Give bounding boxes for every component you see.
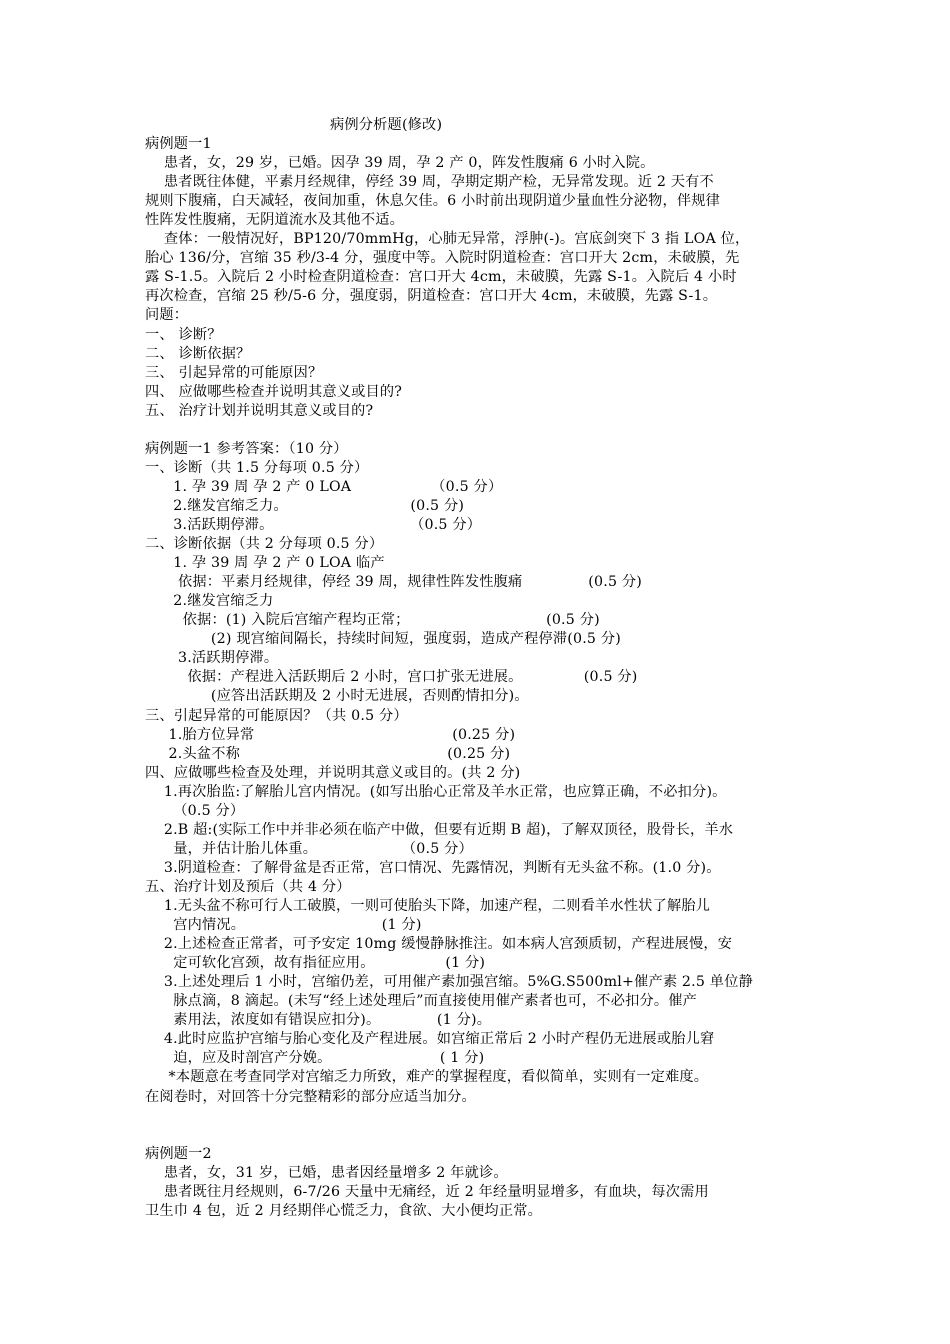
text-line: 再次检查，宫缩 25 秒/5-6 分，强度弱，阴道检查：宫口开大 4cm，未破膜，先露 S-1。 <box>145 288 718 305</box>
text-line: 患者既往月经规则，6-7/26 天量中无痛经，近 2 年经量明显增多，有血块，每次需用 <box>145 1183 709 1200</box>
text-line: 1. 孕 39 周 孕 2 产 0 LOA （0.5 分） <box>145 478 503 495</box>
text-line: 依据：(1) 入院后宫缩产程均正常； (0.5 分) <box>145 612 600 629</box>
text-line: 4.此时应监护宫缩与胎心变化及产程进展。如宫缩正常后 2 小时产程仍无进展或胎儿窘 <box>145 1031 715 1048</box>
text-line: 病例题一1 参考答案：（10 分） <box>145 440 348 457</box>
text-line: 规则下腹痛，白天减轻，夜间加重，休息欠佳。6 小时前出现阴道少量血性分泌物，伴规律 <box>145 193 721 210</box>
document-title: 病例分析题(修改) <box>330 117 443 133</box>
text-line: 露 S-1.5。入院后 2 小时检查阴道检查：宫口开大 4cm，未破膜，先露 S-1。入院后 4 小时 <box>145 269 737 286</box>
text-line: 卫生巾 4 包，近 2 月经期伴心慌乏力，食欲、大小便均正常。 <box>145 1202 542 1219</box>
text-line: 二、诊断依据（共 2 分每项 0.5 分） <box>145 536 384 553</box>
text-line: 2.继发宫缩乏力。 (0.5 分) <box>145 497 465 514</box>
text-line: 3.上述处理后 1 小时，宫缩仍差，可用催产素加强宫缩。5%G.S500ml+催产素 2.5 单位静 <box>145 974 753 991</box>
text-line: 3.活跃期停滞。 <box>145 650 279 667</box>
text-line: 患者，女，29 岁，已婚。因孕 39 周，孕 2 产 0，阵发性腹痛 6 小时入院。 <box>145 155 655 172</box>
text-line: 一、 诊断？ <box>145 326 222 343</box>
text-line: 在阅卷时，对回答十分完整精彩的部分应适当加分。 <box>145 1088 476 1105</box>
text-line: 五、治疗计划及预后（共 4 分） <box>145 878 351 895</box>
text-line: 四、应做哪些检查及处理，并说明其意义或目的。(共 2 分) <box>145 764 521 781</box>
text-line: 迫，应及时剖宫产分娩。 ( 1 分) <box>145 1050 485 1067</box>
text-line: 患者既往体健，平素月经规律，停经 39 周，孕期定期产检，无异常发现。近 2 天有不 <box>145 174 714 191</box>
text-line: 1.再次胎监:了解胎儿宫内情况。(如写出胎心正常及羊水正常，也应算正确，不必扣分)。 <box>145 783 727 800</box>
text-line: 性阵发性腹痛，无阴道流水及其他不适。 <box>145 212 404 229</box>
text-line: 2.上述检查正常者，可予安定 10mg 缓慢静脉推注。如本病人宫颈质韧，产程进展慢，安 <box>145 936 733 953</box>
text-line: 2.B 超:(实际工作中并非必须在临产中做，但要有近期 B 超)，了解双顶径，股骨长，羊水 <box>145 821 734 838</box>
text-line: 量，并估计胎儿体重。 （0.5 分） <box>145 840 473 857</box>
text-line: 二、 诊断依据？ <box>145 345 251 362</box>
text-line: 四、 应做哪些检查并说明其意义或目的? <box>145 383 403 400</box>
text-line: 患者，女，31 岁，已婚，患者因经量增多 2 年就诊。 <box>145 1164 508 1181</box>
text-line: 2.继发宫缩乏力 <box>145 593 274 610</box>
text-line: 依据：平素月经规律，停经 39 周，规律性阵发性腹痛 (0.5 分) <box>145 574 643 591</box>
text-line: 1.无头盆不称可行人工破膜，一则可使胎头下降，加速产程，二则看羊水性状了解胎儿 <box>145 898 711 914</box>
text-line: 一、诊断（共 1.5 分每项 0.5 分） <box>145 459 369 476</box>
text-line: 五、 治疗计划并说明其意义或目的? <box>145 402 374 419</box>
text-line: 胎心 136/分，宫缩 35 秒/3-4 分，强度中等。入院时阴道检查：宫口开大 2cm，未破膜，先 <box>145 250 740 267</box>
text-line: 病例题一1 <box>145 136 212 152</box>
text-line: (2) 现宫缩间隔长，持续时间短，强度弱，造成产程停滞(0.5 分) <box>145 631 621 648</box>
text-line: 1.胎方位异常 (0.25 分) <box>145 726 516 743</box>
text-line: 三、引起异常的可能原因？（共 0.5 分） <box>145 707 408 724</box>
text-line: (应答出活跃期及 2 小时无进展，否则酌情扣分)。 <box>145 688 529 705</box>
text-line: 素用法，浓度如有错误应扣分)。 (1 分)。 <box>145 1012 492 1029</box>
text-line: （0.5 分） <box>145 802 245 819</box>
text-line: 依据：产程进入活跃期后 2 小时，宫口扩张无进展。 (0.5 分) <box>145 669 638 686</box>
text-line: 3.阴道检查：了解骨盆是否正常，宫口情况、先露情况，判断有无头盆不称。(1.0 分)。 <box>145 859 721 876</box>
text-line: 宫内情况。 (1 分) <box>145 917 422 934</box>
text-line: 查体：一般情况好，BP120/70mmHg，心肺无异常，浮肿(-)。宫底剑突下 3 指 LOA 位， <box>145 231 750 248</box>
text-line: 1. 孕 39 周 孕 2 产 0 LOA 临产 <box>145 555 385 572</box>
text-line: 3.活跃期停滞。 （0.5 分） <box>145 517 482 533</box>
text-line: 定可软化宫颈，故有指征应用。 (1 分) <box>145 955 486 972</box>
text-line: 2.头盆不称 (0.25 分) <box>145 745 511 762</box>
text-line: 脉点滴，8 滴起。(未写“经上述处理后”而直接使用催产素者也可，不必扣分。催产 <box>145 993 698 1010</box>
text-line: *本题意在考查同学对宫缩乏力所致，难产的掌握程度，看似简单，实则有一定难度。 <box>145 1069 709 1086</box>
text-line: 问题： <box>145 307 189 324</box>
text-line: 病例题一2 <box>145 1145 212 1162</box>
text-line: 三、 引起异常的可能原因？ <box>145 364 323 381</box>
